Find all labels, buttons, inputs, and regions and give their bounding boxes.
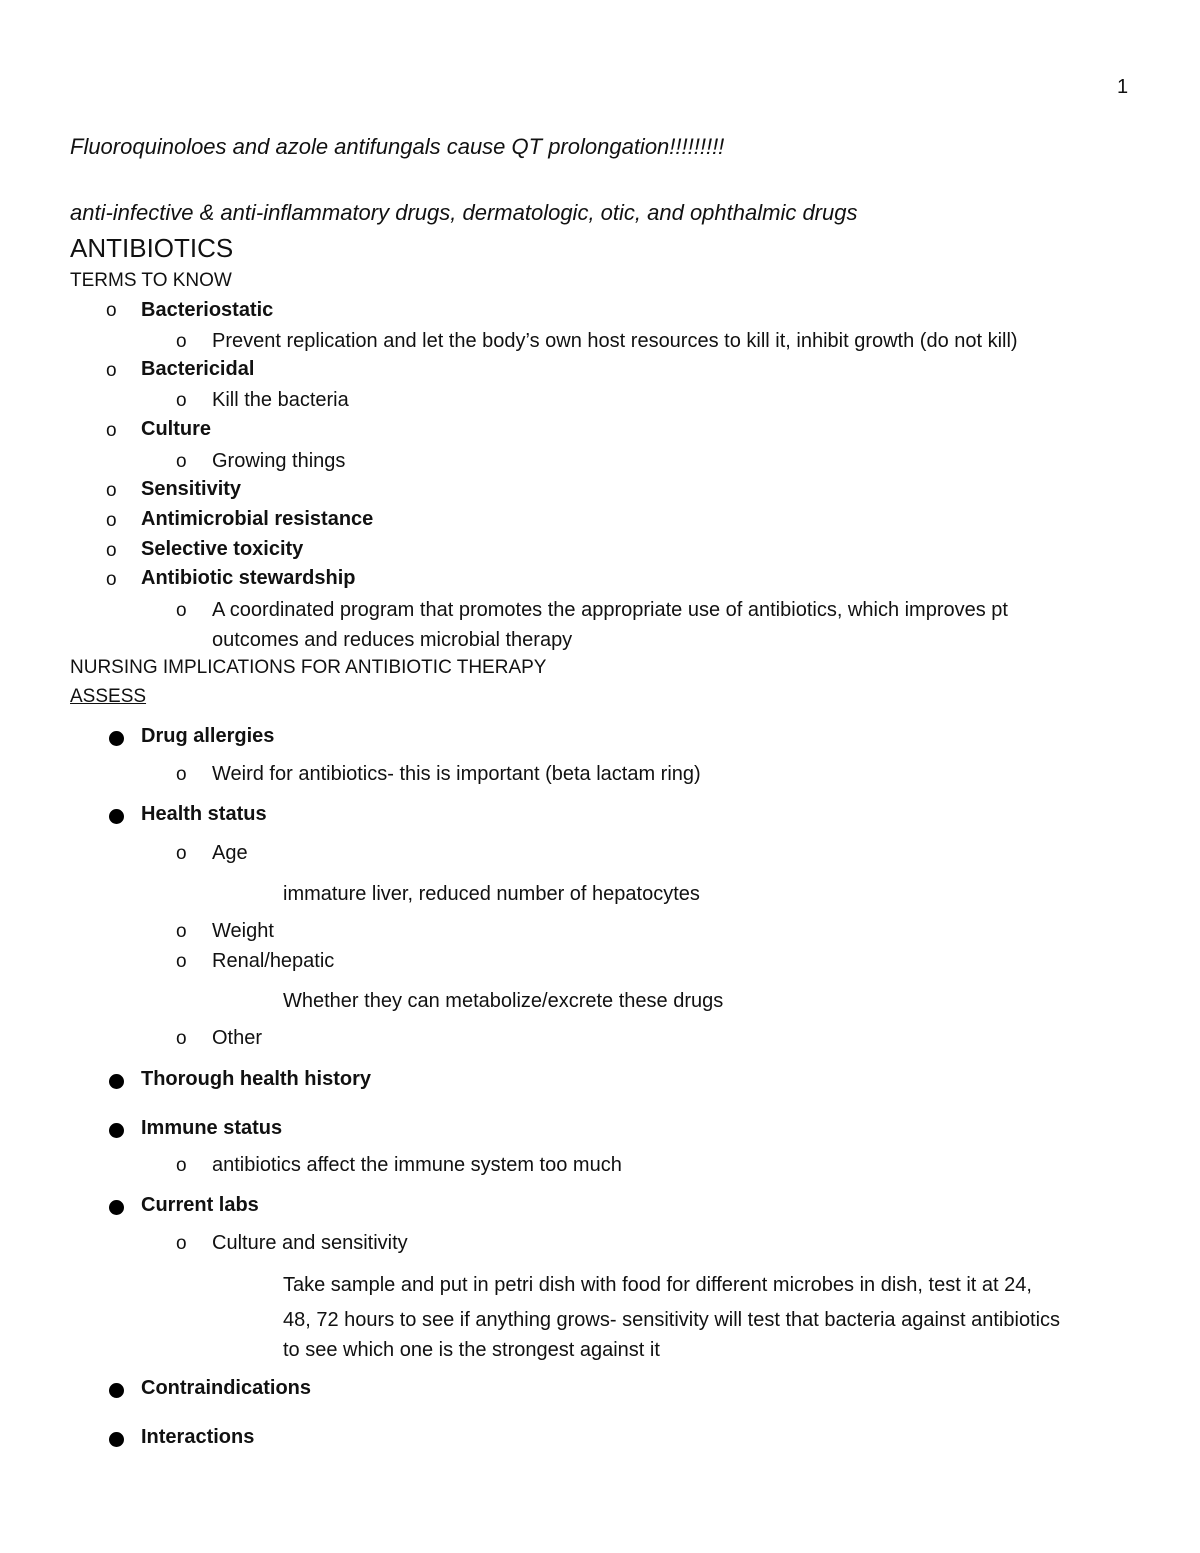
renal-hepatic-note: Whether they can metabolize/excrete these drugs	[283, 990, 724, 1012]
bullet-circle-icon: o	[176, 843, 187, 864]
section-title: ANTIBIOTICS	[70, 233, 234, 263]
labs-culture-sensitivity: Culture and sensitivity	[212, 1232, 408, 1254]
age-note: immature liver, reduced number of hepatocytes	[283, 883, 700, 905]
assess-immune-status: Immune status	[141, 1117, 283, 1139]
bullet-circle-icon: o	[106, 480, 117, 501]
culture-note-line-3: to see which one is the strongest against it	[283, 1339, 660, 1361]
bullet-circle-icon: o	[176, 390, 187, 411]
term-sensitivity: Sensitivity	[141, 478, 242, 500]
bullet-dot-icon	[109, 1200, 124, 1215]
assess-drug-allergies: Drug allergies	[141, 725, 275, 747]
bullet-circle-icon: o	[106, 300, 117, 321]
assess-health-status: Health status	[141, 803, 267, 825]
nursing-heading: NURSING IMPLICATIONS FOR ANTIBIOTIC THERAPY	[70, 657, 547, 678]
culture-note-line-2: 48, 72 hours to see if anything grows- sensitivity will test that bacteria against antibiotics	[283, 1309, 1061, 1331]
bullet-circle-icon: o	[106, 420, 117, 441]
bullet-dot-icon	[109, 1123, 124, 1138]
page-number: 1	[1117, 76, 1129, 98]
bullet-circle-icon: o	[176, 1233, 187, 1254]
term-antimicrobial-resistance: Antimicrobial resistance	[141, 508, 374, 530]
bullet-circle-icon: o	[106, 510, 117, 531]
bullet-circle-icon: o	[176, 331, 187, 352]
bullet-circle-icon: o	[176, 951, 187, 972]
bullet-circle-icon: o	[106, 360, 117, 381]
term-detail-continued: outcomes and reduces microbial therapy	[212, 629, 573, 651]
term-bacteriostatic: Bacteriostatic	[141, 299, 274, 321]
culture-note-line-1: Take sample and put in petri dish with food for different microbes in dish, test it at 24,	[283, 1274, 1032, 1296]
assess-current-labs: Current labs	[141, 1194, 259, 1216]
assess-contraindications: Contraindications	[141, 1377, 312, 1399]
assess-health-history: Thorough health history	[141, 1068, 371, 1090]
bullet-dot-icon	[109, 1432, 124, 1447]
health-age: Age	[212, 842, 248, 864]
term-detail: Growing things	[212, 450, 346, 472]
health-weight: Weight	[212, 920, 274, 942]
term-detail: Kill the bacteria	[212, 389, 349, 411]
terms-heading: TERMS TO KNOW	[70, 270, 232, 291]
topics-line: anti-infective & anti-inflammatory drugs, dermatologic, otic, and ophthalmic drugs	[70, 200, 858, 225]
bullet-dot-icon	[109, 731, 124, 746]
term-culture: Culture	[141, 418, 211, 440]
health-renal-hepatic: Renal/hepatic	[212, 950, 335, 972]
health-other: Other	[212, 1027, 263, 1049]
term-detail: A coordinated program that promotes the appropriate use of antibiotics, which improves pt	[212, 599, 1008, 621]
assess-interactions: Interactions	[141, 1426, 255, 1448]
bullet-circle-icon: o	[176, 1155, 187, 1176]
drug-allergies-note: Weird for antibiotics- this is important (beta lactam ring)	[212, 763, 701, 785]
bullet-circle-icon: o	[176, 600, 187, 621]
immune-note: antibiotics affect the immune system too much	[212, 1154, 622, 1176]
bullet-circle-icon: o	[106, 569, 117, 590]
bullet-dot-icon	[109, 1383, 124, 1398]
bullet-circle-icon: o	[176, 921, 187, 942]
term-antibiotic-stewardship: Antibiotic stewardship	[141, 567, 356, 589]
bullet-circle-icon: o	[176, 764, 187, 785]
assess-label: ASSESS	[70, 686, 147, 707]
bullet-circle-icon: o	[176, 1028, 187, 1049]
bullet-circle-icon: o	[176, 451, 187, 472]
qt-prolongation-note: Fluoroquinoloes and azole antifungals cause QT prolongation!!!!!!!!!	[70, 134, 725, 159]
bullet-circle-icon: o	[106, 540, 117, 561]
term-bactericidal: Bactericidal	[141, 358, 255, 380]
term-detail: Prevent replication and let the body’s own host resources to kill it, inhibit growth (do not kill)	[212, 330, 1018, 352]
bullet-dot-icon	[109, 809, 124, 824]
term-selective-toxicity: Selective toxicity	[141, 538, 304, 560]
bullet-dot-icon	[109, 1074, 124, 1089]
